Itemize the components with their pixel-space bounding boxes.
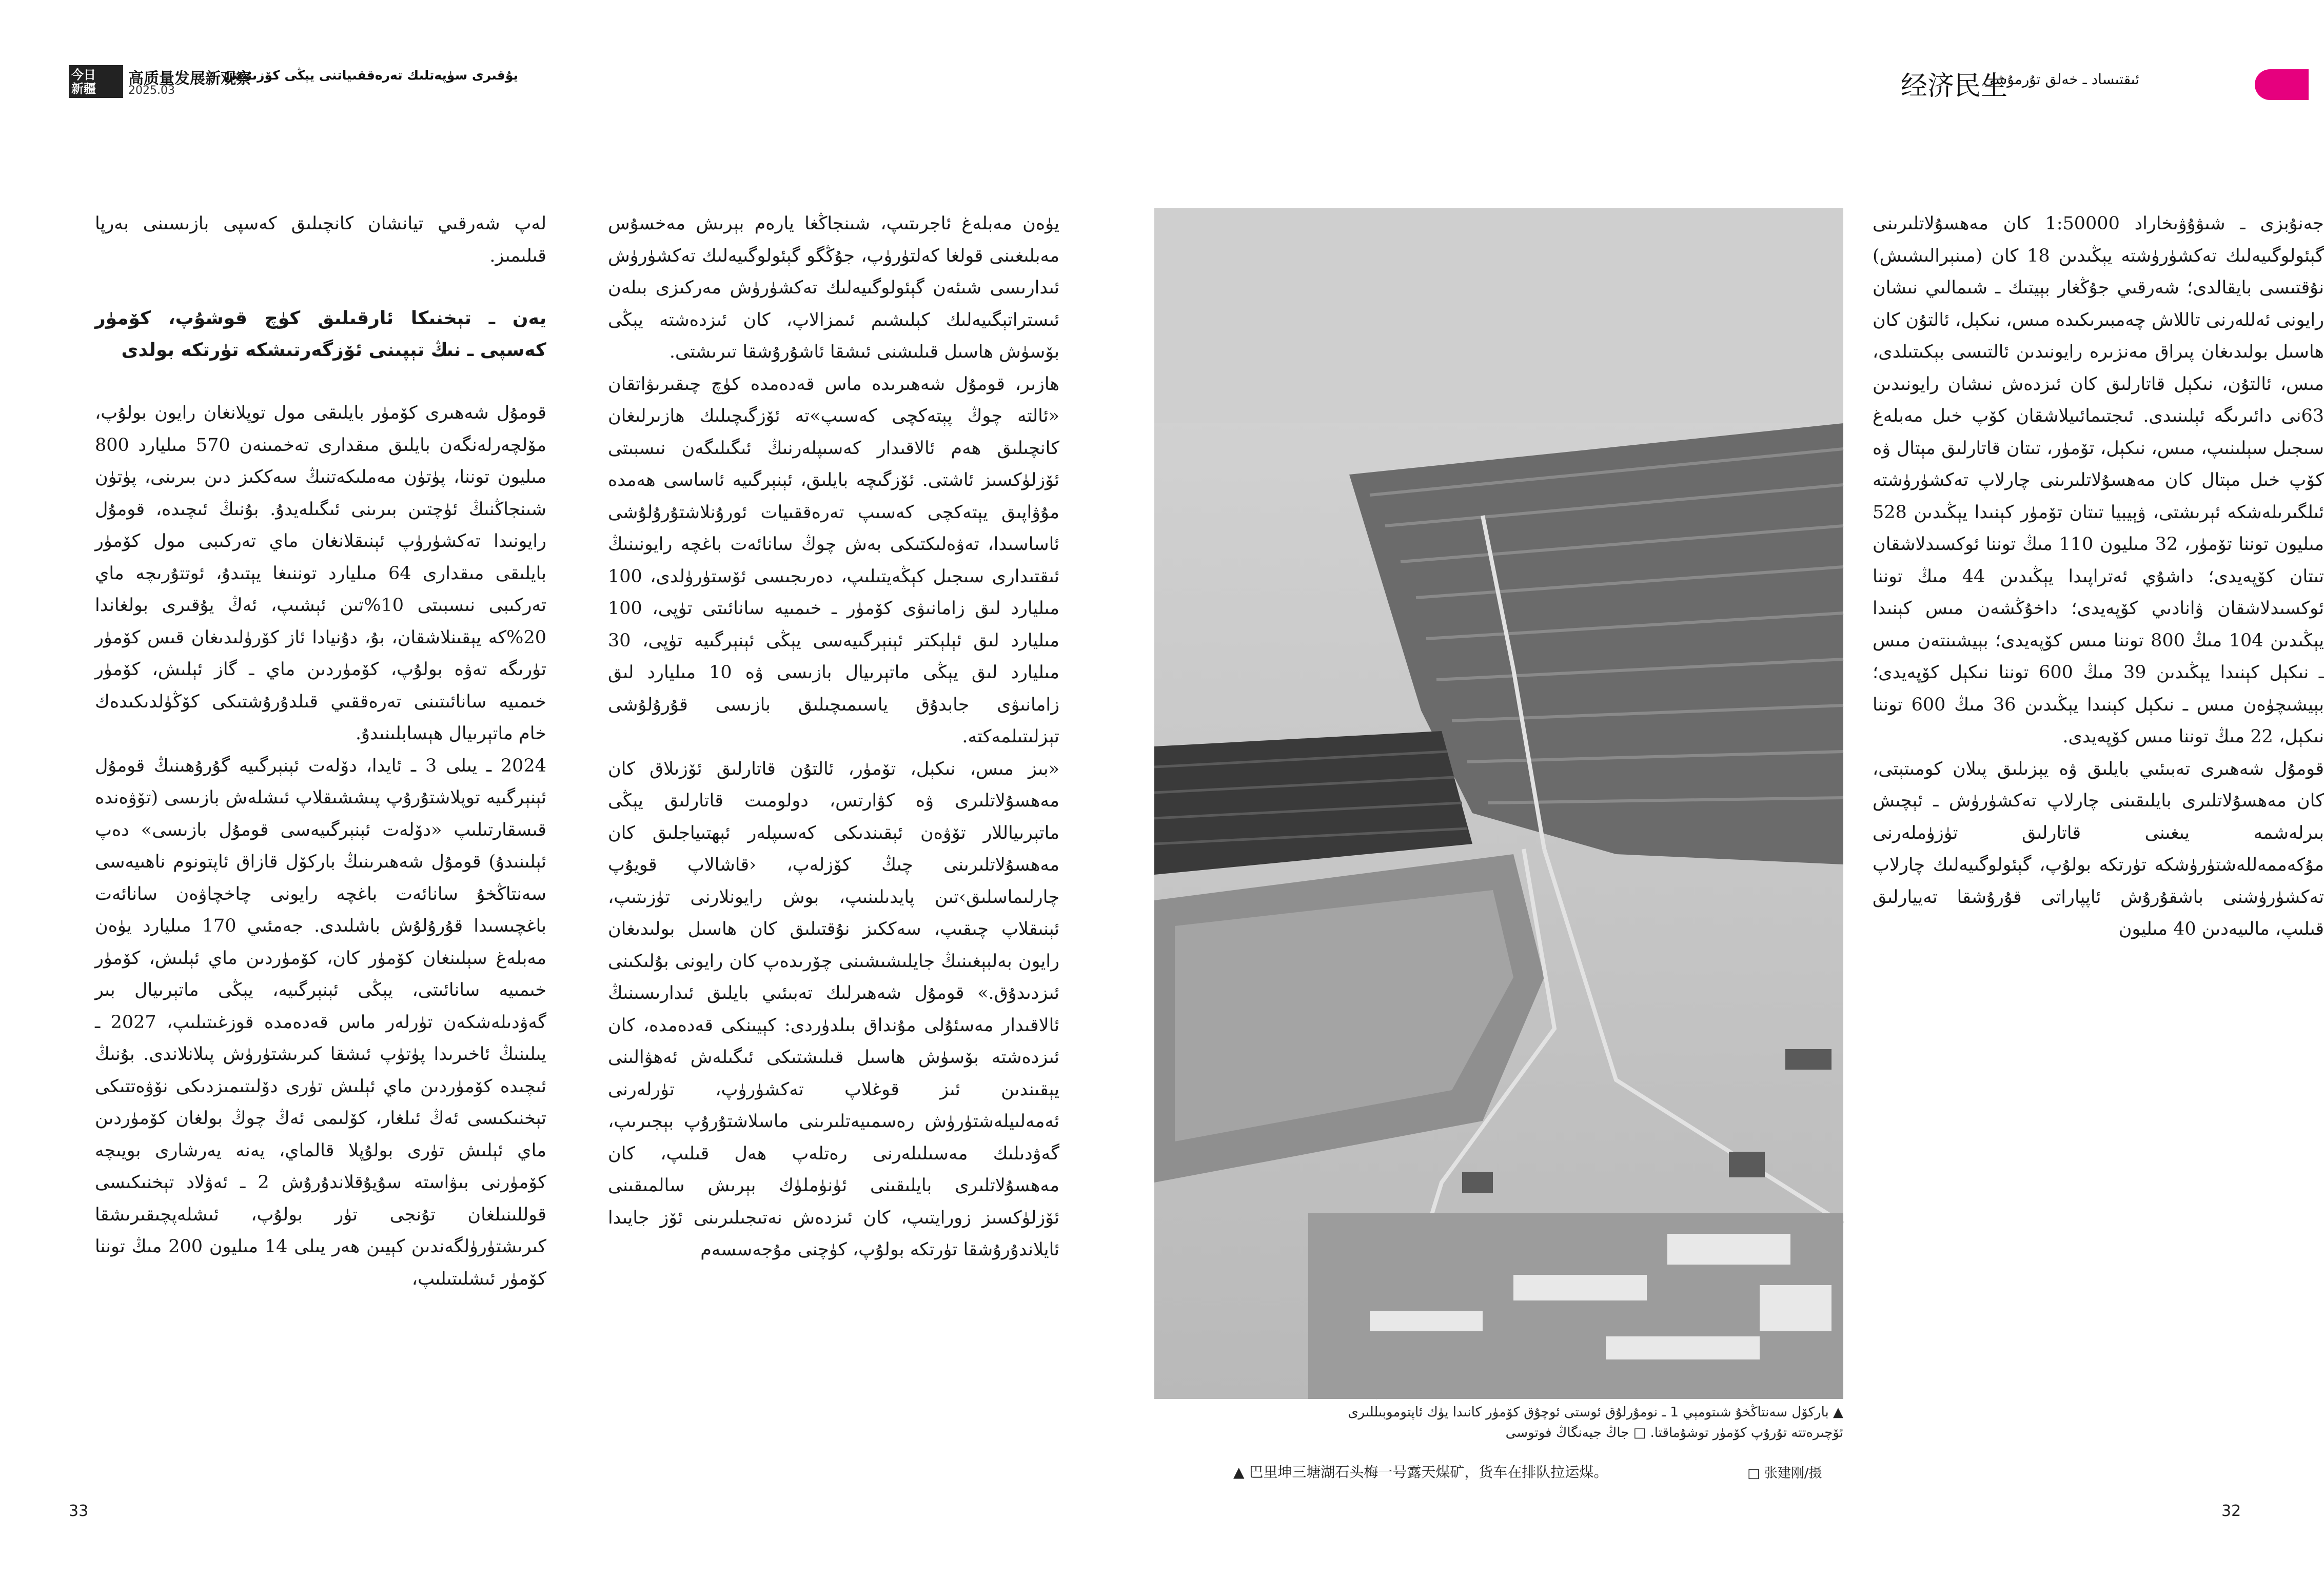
issue-number: 2025.03 — [128, 84, 175, 97]
section-title-ug: ئىقتىساد ـ خەلق تۇرمۇشى — [1983, 71, 2139, 88]
section-color-tab — [2255, 69, 2309, 100]
open-pit-coal-mine-photo — [1154, 208, 1843, 1399]
paragraph: 2024 ـ يىلى 3 ـ ئايدا، دۆلەت ئېنېرگىيە گۇرۇھىنىڭ قومۇل ئېنېرگىيە توپلاشتۇرۇپ پىششىقلاپ ئىشلەش بازىسى (تۆۋەندە قىسقارتىلىپ «دۆلەت ئېنېرگىيەسى قومۇل بازىسى» دەپ ئېلىنىدۇ) قومۇل شەھىرىنىڭ باركۆل قازاق ئاپتونوم ناھىيەسى سەنتاڭخۇ سانائەت باغچە رايونى چاخچاۋەن سانائەت باغچىسىدا قۇرۇلۇش باشلىدى. جەمئىي 170 مىليارد يۈەن مەبلەغ سېلىنغان كۆمۈر كان، كۆمۈردىن ماي ئېلىش، كۆمۈر خىمىيە سانائىتى، يېڭى ئېنېرگىيە، يېڭى ماتېرىيال بىر گەۋدىلەشكەن تۈرلەر ماس قەدەمدە قوزغىتىلىپ، 2027 ـ يىلىنىڭ ئاخىرىدا پۈتۈپ ئىشقا كىرىشتۈرۈش پىلانلاندى. بۇنىڭ ئىچىدە كۆمۈردىن ماي ئېلىش تۈرى دۆلىتىمىزدىكى نۆۋەتتىكى تېخنىكىسى ئەڭ ئىلغار، كۆلىمى ئەڭ چوڭ بولغان كۆمۈردىن ماي ئېلىش تۈرى بولۇپلا قالماي، يەنە يەرشارى بويىچە كۆمۈرنى بىۋاستە سۇيۇقلاندۇرۇش 2 ـ ئەۋلاد تېخنىكىسى قوللىنىلغان تۇنجى تۈر بولۇپ، ئىشلەپچىقىرىشقا كىرىشتۈرۈلگەندىن كېيىن ھەر يىلى 14 مىليون 200 مىڭ توننا كۆمۈر ئىشلىتىلىپ، — [95, 755, 546, 1289]
paragraph: قومۇل شەھىرى كۆمۈر بايلىقى مول توپلانغان رايون بولۇپ، مۆلچەرلەنگەن بايلىق مىقدارى تەخمىنەن 570 مىليارد 800 مىليون توننا، پۈتۈن مەملىكەتنىڭ سەككىز دىن بىرىنى، پۈتۈن شىنجاڭنىڭ ئۈچتىن بىرىنى ئىگىلەيدۇ. بۇنىڭ ئىچىدە، قومۇل رايونىدا تەكشۈرۈپ ئېنىقلانغان ماي تەركىبى مول كۆمۈر بايلىقى مىقدارى 64 مىليارد توننىغا يېتىدۇ، ئوتتۇرىچە ماي تەركىبى نىسبىتى 10%تىن ئېشىپ، ئەڭ يۇقىرى بولغاندا 20%كە يېقىنلاشقان، بۇ، دۇنيادا ئاز كۆرۈلىدىغان قىس كۆمۈر تۈرىگە تەۋە بولۇپ، كۆمۈردىن ماي ـ گاز ئېلىش، كۆمۈر خىمىيە سانائىتىنى تەرەققىي قىلدۇرۇشتىكى كۆڭۈلدىكىدەك خام ماتېرىيال ھېسابلىنىدۇ. — [95, 403, 546, 744]
photo-credit-cn: □ 张建刚/摄 — [1747, 1466, 1822, 1481]
page-number-left: 33 — [69, 1502, 89, 1520]
page-number-right: 32 — [2221, 1502, 2241, 1520]
paragraph: جەنۇبزى ـ شىۋۇۋىخاراد 1:50000 كان مەھسۇلاتلىرىنى گېئولوگىيەلىك تەكشۈرۈشتە يېڭىدىن 18 كان (مىنېرالىشىش) نۇقتىسى بايقالدى؛ شەرقىي جۇڭغار بېيتىك ـ شىمالىي نىشان رايونى ئەللەرنى تاللاش چەمبىرىكىدە مىس، نىكېل، ئالتۇن كان ھاسىل بولىدىغان پىراق مەنزىرە رايونىدىن ئالتىسى بېكىتىلدى، مىس، ئالتۇن، نىكېل قاتارلىق كان ئىزدەش نىشان رايونىدىن 63نى دائىرىگە ئېلىنىدى. ئىجتىمائىيلاشقان كۆپ خىل مەبلەغ سىجىل سېلىنىپ، مىس، نىكېل، تۆمۈر، تىتان قاتارلىق مېتال ۋە كۆپ خىل مېتال كان مەھسۇلاتلىرىنى چارلاپ تەكشۈرۈشتە ئىلگىرىلەشكە ئېرىشتى، ۋېيبيا تىتان تۆمۈر كېنىدا يېڭىدىن 528 مىليون توننا تۆمۈر، 32 مىليون 110 مىڭ توننا ئوكسىدلاشقان تىتان كۆپەيدى؛ داشۇي ئەتراپىدا يېڭىدىن 44 مىڭ توننا ئوكسىدلاشقان ۋانادىي كۆپەيدى؛ داخۇڭشەن مىس كېنىدا يېڭىدىن 104 مىڭ 800 توننا مىس كۆپەيدى؛ بېيشىنتەن مىس ـ نىكېل كېنىدا يېڭىدىن 39 مىڭ 600 توننا نىكېل كۆپەيدى؛ بېيشىچۈەن مىس ـ نىكېل كېنىدا يېڭىدىن 36 مىڭ 600 توننا نىكېل، 22 مىڭ توننا مىس كۆپەيدى. — [1873, 213, 2324, 747]
paragraph: «بىز مىس، نىكېل، تۆمۈر، ئالتۇن قاتارلىق ئۆزىلاق كان مەھسۇلاتلىرى ۋە كۋارتس، دولومىت قاتارلىق يېڭى ماتېرىياللار تۆۋەن ئېقىندىكى كەسىپلەر ئېھتىياجلىق كان مەھسۇلاتلىرىنى چىڭ كۆزلەپ، ‹قاشالاپ قويۇپ چارلىماسلىق›تىن پايدىلىنىپ، بوش رايونلارنى تۈزىتىپ، ئېنىقلاپ چىقىپ، سەككىز نۇقتىلىق كان ھاسىل بولىدىغان رايون بەلبېغىنىڭ جايلىشىشىنى چۆرىدەپ كان رايونى بۇلىكىنى ئىزدىدۇق.» قومۇل شەھىرلىك تەبىئىي بايلىق ئىدارىسىنىڭ ئالاقىدار مەسئۇلى مۇنداق بىلدۈردى: كېيىنكى قەدەمدە، كان ئىزدەشتە بۆسۈش ھاسىل قىلىشتىكى ئىگىلەش ئەھۋالىنى يېقىندىن ئىز قوغلاپ تەكشۈرۈپ، تۈرلەرنى ئەمەلىيلەشتۈرۈش رەسمىيەتلىرىنى ماسلاشتۇرۇپ بېجىرىپ، گەۋدىلىك مەسىلىلەرنى رەتلەپ ھەل قىلىپ، كان مەھسۇلاتلىرى بايلىقىنى ئۈنۈملۈك بېرىش سالمىقىنى ئۆزلۈكسىز زورايتىپ، كان ئىزدەش نەتىجىلىرىنى ئۆز جايىدا ئايلاندۇرۇشقا تۈرتكە بولۇپ، كۈچنى مۇجەسسەم — [608, 758, 1059, 1260]
photo-caption-cn: ▲ 巴里坤三塘湖石头梅一号露天煤矿，货车在排队拉运煤。 — [1233, 1464, 1608, 1481]
paragraph: يۈەن مەبلەغ ئاجرىتىپ، شىنجاڭغا يارەم بېرىش مەخسۇس مەبلىغىنى قولغا كەلتۈرۈپ، جۇڭگو گېئولوگىيەلىك تەكشۈرۈش ئىدارىسى شىئەن گېئولوگىيەلىك تەكشۈرۈش مەركىزى بىلەن ئىستراتېگىيەلىك كېلىشىم ئىمزالاپ، كان ئىزدەشتە يېڭى بۆسۈش ھاسىل قىلىشنى ئىشقا ئاشۇرۇشقا تىرىشتى. — [608, 213, 1059, 362]
text-column-3 — [1873, 208, 2324, 1501]
section-heading: يەن ـ تېخنىكا ئارقىلىق كۈچ قوشۇپ، كۆمۈر كەسپى ـ نىڭ تېپىنى ئۆزگەرتىشكە تۈرتكە بولدى — [95, 308, 546, 361]
text-column-1 — [95, 208, 546, 1501]
text-column-2 — [608, 208, 1059, 1501]
photo-caption-ug-line1: ▲ باركۆل سەنتاڭخۇ شىتومېي 1 ـ نومۇرلۇق ئوستى ئوچۇق كۆمۈر كانىدا يۈك ئاپتوموبىللىرى — [1348, 1405, 1843, 1420]
photo-caption-ug-line2: ئۆچىرەتتە تۇرۇپ كۆمۈر توشۇماقتا. □ جاڭ جيەنگاڭ فوتوسى — [1505, 1425, 1843, 1441]
section-title-cn: 经济民生 — [1901, 71, 2008, 102]
paragraph: قومۇل شەھىرى تەبىئىي بايلىق ۋە يېزىلىق پىلان كومىتېتى، كان مەھسۇلاتلىرى بايلىقىنى چارلاپ تەكشۈرۈش ـ ئېچىش بىرلەشمە يىغىنى قاتارلىق تۈزۈملەرنى مۇكەممەللەشتۈرۈشكە تۈرتكە بولۇپ، گېئولوگىيەلىك چارلاپ تەكشۈرۈشنى باشقۇرۇش ئاپپاراتى قۇرۇشقا تەييارلىق قىلىپ، مالىيەدىن 40 مىليون — [1873, 758, 2324, 939]
magazine-logo-line1: 今日 — [71, 68, 96, 82]
paragraph: ھازىر، قومۇل شەھىرىدە ماس قەدەمدە كۈچ چىقىرىۋاتقان «ئالتە چوڭ پېتەكچى كەسىپ»تە ئۆزگىچىلىك ھازىرلىغان كانچىلىق ھەم ئالاقىدار كەسىپلەرنىڭ ئىگىلىگەن نىسبىتى ئۆزلۈكسىز ئاشتى. ئۆزگىچە بايلىق، ئېنېرگىيە ئاساسى ھەمدە مۇۋاپىق يېتەكچى كەسىپ تەرەققىيات ئورۇنلاشتۇرۇلۇشى ئاساسىدا، تەۋەلىكتىكى بەش چوڭ سانائەت باغچە رايونىنىڭ ئىقتىدارى سىجىل كېڭەيتىلىپ، دەرىجىسى ئۆستۈرۈلدى، 100 مىليارد لىق زامانىۋى كۆمۈر ـ خىمىيە سانائىتى تۈپى، 100 مىليارد لىق ئېلېكتر ئېنېرگىيەسى يېڭى ئېنېرگىيە تۈپى، 30 مىليارد لىق يېڭى ماتېرىيال بازىسى ۋە 10 مىليارد لىق زامانىۋى جابدۇق ياسىمىچىلىق بازىسى قۇرۇلۇشى تېزلىتىلمەكتە. — [608, 373, 1060, 747]
column-title-ug: يۇقىرى سۈپەتلىك تەرەققىياتنى يېڭى كۆزىتىش — [224, 68, 518, 83]
magazine-logo-line2: 新疆 — [71, 82, 96, 96]
column-title-cn: 高质量发展新观察 — [128, 70, 251, 88]
paragraph: لەپ شەرقىي تيانشان كانچىلىق كەسپى بازىسىنى بەرپا قىلىمىز. — [95, 213, 546, 266]
